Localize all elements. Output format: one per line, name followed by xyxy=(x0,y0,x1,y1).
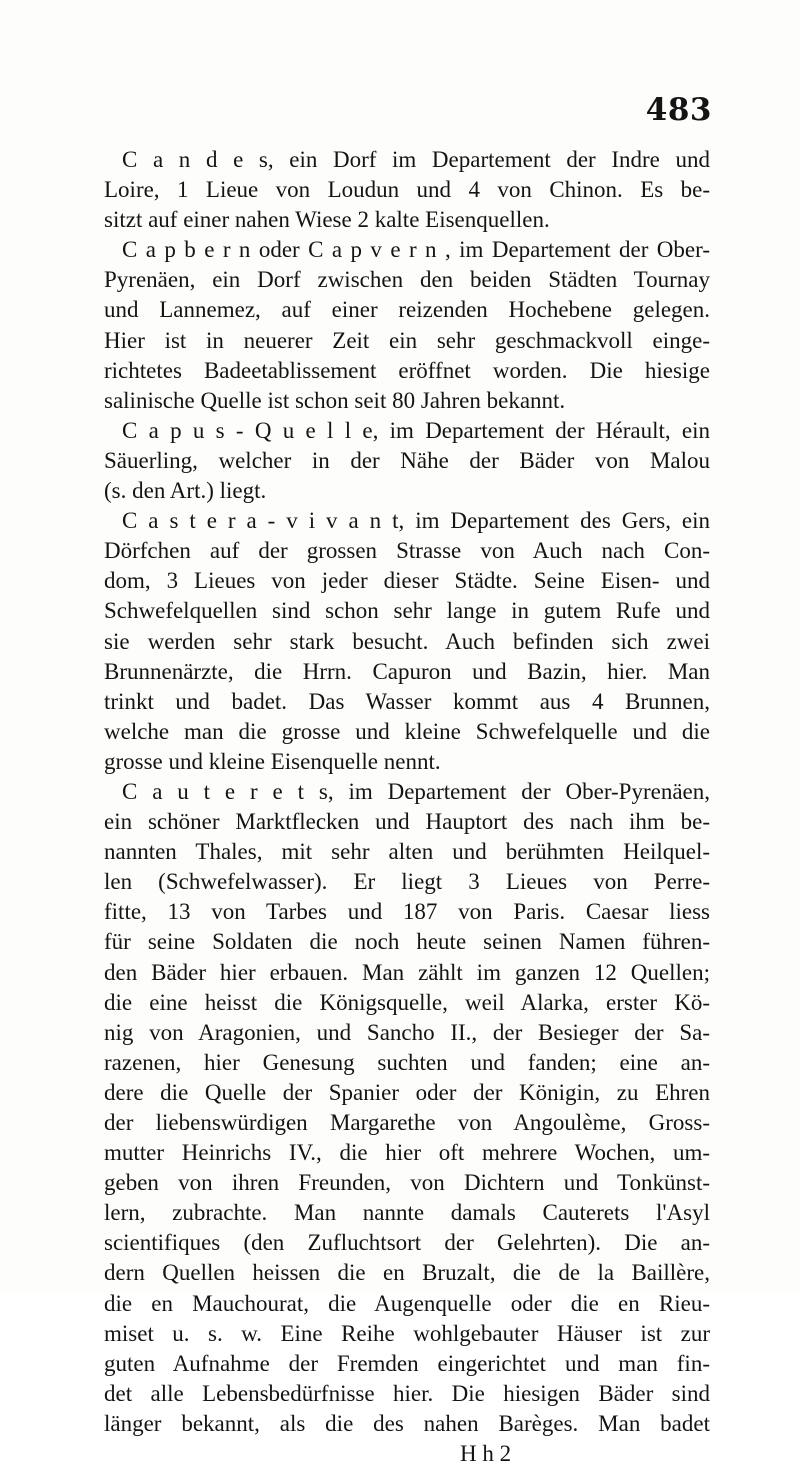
text-line: nig von Aragonien, und Sancho II., der Besieger der Sa- xyxy=(104,1019,710,1045)
text-line: salinische Quelle ist schon seit 80 Jahren bekannt. xyxy=(104,387,566,413)
text-line: C a n d e s, ein Dorf im Departement der Indre und xyxy=(122,147,710,172)
text-line: ein schöner Marktflecken und Hauptort des nach ihm be- xyxy=(104,809,710,835)
text-line: lern, zubrachte. Man nannte damals Cauterets l'Asyl xyxy=(104,1200,710,1226)
text-line: welche man die grosse und kleine Schwefelquelle und die xyxy=(104,718,710,744)
text-line: dere die Quelle der Spanier oder der Königin, zu Ehren xyxy=(104,1079,710,1105)
text-line: guten Aufnahme der Fremden eingerichtet und man fin- xyxy=(104,1350,710,1376)
text-line: Loire, 1 Lieue von Loudun und 4 von Chinon. Es be- xyxy=(104,177,710,203)
text-line: länger bekannt, als die des nahen Barèges. Man badet xyxy=(104,1410,710,1436)
text-line: C a p u s - Q u e l l e, im Departement der Hérault, ein xyxy=(122,417,710,443)
text-line: Pyrenäen, ein Dorf zwischen den beiden Städten Tournay xyxy=(104,267,710,293)
text-line: trinkt und badet. Das Wasser kommt aus 4 Brunnen, xyxy=(104,688,710,714)
text-line: der liebenswürdigen Margarethe von Angoulème, Gross- xyxy=(104,1110,710,1135)
page-number: 483 xyxy=(645,92,712,128)
text-line: und Lannemez, auf einer reizenden Hochebene gelegen. xyxy=(104,297,710,323)
text-line: fitte, 13 von Tarbes und 187 von Paris. Caesar liess xyxy=(104,899,710,925)
text-line: die eine heisst die Königsquelle, weil Alarka, erster Kö- xyxy=(104,989,710,1015)
text-line: Säuerling, welcher in der Nähe der Bäder von Malou xyxy=(104,447,710,473)
text-line: Schwefelquellen sind schon sehr lange in gutem Rufe und xyxy=(104,598,710,624)
text-line: sitzt auf einer nahen Wiese 2 kalte Eisenquellen. xyxy=(104,207,550,233)
text-line: scientifiques (den Zufluchtsort der Gelehrten). Die an- xyxy=(104,1230,710,1256)
text-line: den Bäder hier erbauen. Man zählt im ganzen 12 Quellen; xyxy=(104,959,710,985)
text-line: Dörfchen auf der grossen Strasse von Auch nach Con- xyxy=(104,538,710,564)
text-line: nannten Thales, mit sehr alten und berühmten Heilquel- xyxy=(104,839,710,865)
text-line: mutter Heinrichs IV., die hier oft mehrere Wochen, um- xyxy=(104,1140,710,1166)
signature-mark: H h 2 xyxy=(460,1441,512,1467)
text-line: dern Quellen heissen die en Bruzalt, die de la Baillère, xyxy=(104,1260,710,1286)
text-line: dom, 3 Lieues von jeder dieser Städte. Seine Eisen- und xyxy=(104,568,710,594)
text-line: sie werden sehr stark besucht. Auch befinden sich zwei xyxy=(104,628,710,654)
text-line: (s. den Art.) liegt. xyxy=(104,478,267,504)
text-line: für seine Soldaten die noch heute seinen Namen führen- xyxy=(104,929,710,955)
text-line: Brunnenärzte, die Hrrn. Capuron und Bazin, hier. Man xyxy=(104,658,710,684)
text-line: Hier ist in neuerer Zeit ein sehr geschmackvoll einge- xyxy=(104,327,710,353)
text-line: C a u t e r e t s, im Departement der Ober-Pyrenäen, xyxy=(122,778,710,804)
body-text xyxy=(104,145,710,1469)
text-line: C a p b e r n oder C a p v e r n , im Departement der Ober- xyxy=(122,237,710,263)
text-line: grosse und kleine Eisenquelle nennt. xyxy=(104,748,441,774)
text-line: geben von ihren Freunden, von Dichtern und Tonkünst- xyxy=(104,1170,710,1196)
text-line: richtetes Badeetablissement eröffnet worden. Die hiesige xyxy=(104,357,710,383)
text-line: miset u. s. w. Eine Reihe wohlgebauter Häuser ist zur xyxy=(104,1320,710,1346)
text-line: len (Schwefelwasser). Er liegt 3 Lieues von Perre- xyxy=(104,869,710,895)
text-line: C a s t e r a - v i v a n t, im Departement des Gers, ein xyxy=(122,508,710,534)
text-line: die en Mauchourat, die Augenquelle oder die en Rieu- xyxy=(104,1290,710,1316)
text-line: det alle Lebensbedürfnisse hier. Die hiesigen Bäder sind xyxy=(104,1380,710,1406)
text-line: razenen, hier Genesung suchten und fanden; eine an- xyxy=(104,1049,710,1075)
